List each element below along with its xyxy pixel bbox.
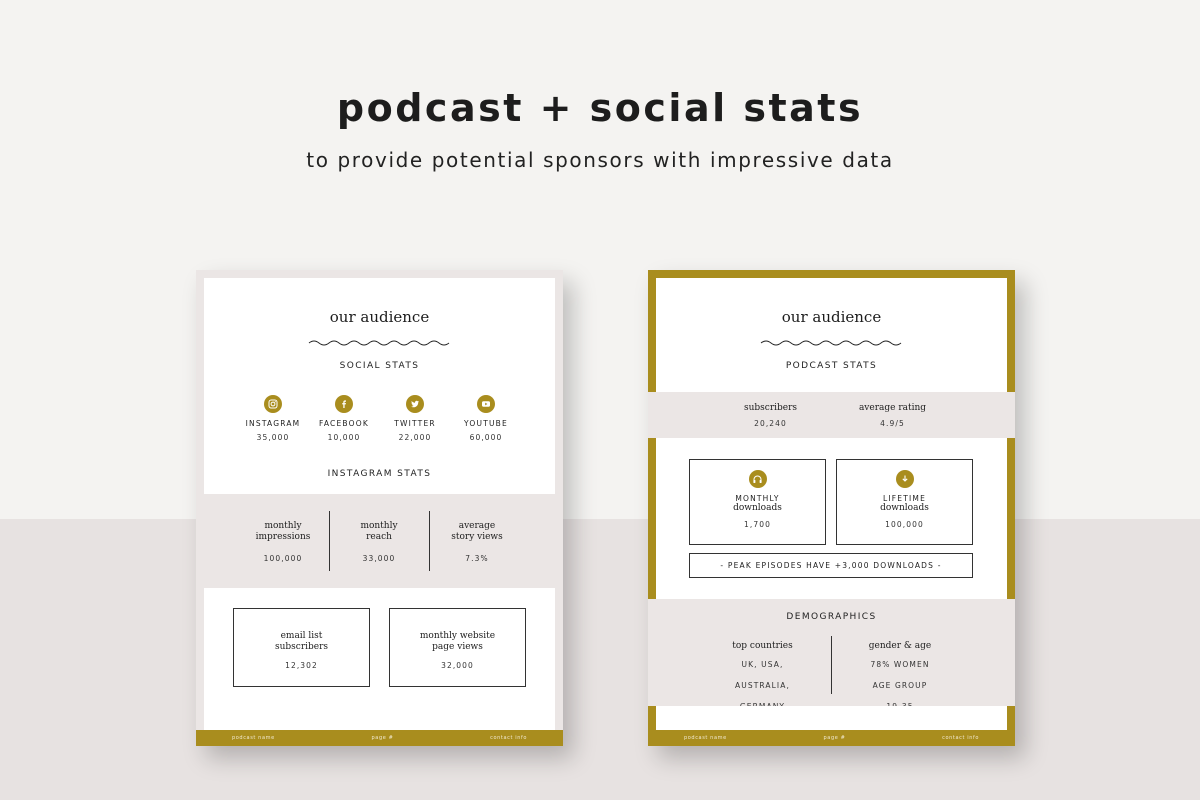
social-twitter	[375, 395, 455, 442]
stat-value: 4.9/5	[880, 419, 905, 428]
email-subscribers-box	[233, 608, 370, 687]
box-value: 1,700	[744, 520, 771, 529]
wave-divider-icon	[760, 338, 903, 348]
page-title: podcast + social stats	[336, 86, 864, 130]
box-label-line1: email list	[280, 631, 323, 641]
social-stats-sheet	[196, 270, 563, 746]
headphones-icon	[749, 470, 767, 488]
stat-label-line2: story views	[451, 532, 503, 542]
box-label-serif: downloads	[880, 503, 929, 513]
page-subtitle: to provide potential sponsors with impressive data	[306, 148, 894, 172]
instagram-icon	[264, 395, 282, 413]
demo-line2: AGE GROUP	[872, 681, 928, 690]
background-floor	[0, 519, 1200, 800]
instagram-stat-reach	[339, 521, 419, 563]
demo-line1: UK, USA,	[741, 660, 784, 669]
top-stats-band	[648, 392, 1015, 438]
website-views-box	[389, 608, 526, 687]
peak-episodes-banner	[689, 553, 973, 578]
downloads-panel	[656, 438, 1007, 599]
social-value: 22,000	[398, 433, 432, 442]
stat-subscribers	[723, 403, 818, 428]
footer-podcast-name: podcast name	[232, 735, 275, 741]
monthly-downloads-box	[689, 459, 826, 545]
demo-line2: AUSTRALIA,	[735, 681, 790, 690]
footer-contact-info: contact info	[490, 735, 527, 741]
demo-label: gender & age	[868, 641, 932, 651]
stat-label: average rating	[858, 403, 927, 413]
footer-page-number: page #	[371, 735, 394, 741]
box-label-line2: subscribers	[274, 642, 329, 652]
demographics-band	[648, 599, 1015, 706]
footer-contact-info: contact info	[942, 735, 979, 741]
divider	[329, 511, 330, 571]
demo-label: top countries	[732, 641, 793, 651]
stat-label-line2: impressions	[255, 532, 311, 542]
box-label-line2: page views	[432, 642, 483, 652]
stat-value: 20,240	[754, 419, 787, 428]
sheet-bottom-panel	[204, 588, 555, 730]
sheet-top-panel	[204, 278, 555, 494]
social-label: YOUTUBE	[464, 419, 508, 428]
stat-label: subscribers	[743, 403, 798, 413]
facebook-icon	[335, 395, 353, 413]
social-value: 60,000	[469, 433, 503, 442]
divider	[429, 511, 430, 571]
box-value: 32,000	[441, 661, 474, 670]
social-facebook	[304, 395, 384, 442]
sheet-bottom-margin	[656, 706, 1007, 730]
podcast-stats-heading: PODCAST STATS	[785, 361, 878, 371]
stat-label-line2: reach	[366, 532, 392, 542]
podcast-stats-sheet	[648, 270, 1015, 746]
social-stats-heading: SOCIAL STATS	[339, 361, 420, 371]
social-value: 10,000	[327, 433, 361, 442]
stat-value: 7.3%	[465, 554, 489, 563]
social-value: 35,000	[256, 433, 290, 442]
box-label-line1: monthly website	[419, 631, 496, 641]
instagram-stat-impressions	[243, 521, 323, 563]
social-label: FACEBOOK	[319, 419, 369, 428]
demographic-countries	[720, 641, 805, 712]
stat-label-line1: monthly	[360, 521, 398, 531]
instagram-stats-heading: INSTAGRAM STATS	[327, 469, 432, 479]
social-youtube	[446, 395, 526, 442]
twitter-icon	[406, 395, 424, 413]
social-instagram	[233, 395, 313, 442]
stat-value: 100,000	[263, 554, 303, 563]
instagram-stat-story-views	[437, 521, 517, 563]
sheet-top-panel	[656, 278, 1007, 398]
footer-page-number: page #	[823, 735, 846, 741]
demo-line1: 78% WOMEN	[870, 660, 930, 669]
footer-podcast-name: podcast name	[684, 735, 727, 741]
social-label: INSTAGRAM	[245, 419, 301, 428]
demographic-gender-age	[855, 641, 945, 712]
box-value: 12,302	[285, 661, 318, 670]
wave-divider-icon	[308, 338, 451, 348]
download-icon	[896, 470, 914, 488]
box-label-serif: downloads	[733, 503, 782, 513]
box-label-caps: LIFETIME	[882, 494, 927, 503]
lifetime-downloads-box	[836, 459, 973, 545]
sheet-title: our audience	[329, 308, 430, 326]
box-value: 100,000	[885, 520, 924, 529]
sheet-footer	[196, 730, 563, 746]
stat-label-line1: monthly	[264, 521, 302, 531]
youtube-icon	[477, 395, 495, 413]
stat-label-line1: average	[458, 521, 496, 531]
box-label-caps: MONTHLY	[735, 494, 780, 503]
demographics-heading: DEMOGRAPHICS	[786, 612, 877, 622]
sheet-footer	[648, 730, 1015, 746]
stat-average-rating	[845, 403, 940, 428]
social-label: TWITTER	[394, 419, 436, 428]
peak-banner-text: - PEAK EPISODES HAVE +3,000 DOWNLOADS -	[720, 561, 942, 570]
divider	[831, 636, 832, 694]
sheet-title: our audience	[781, 308, 882, 326]
stat-value: 33,000	[362, 554, 396, 563]
